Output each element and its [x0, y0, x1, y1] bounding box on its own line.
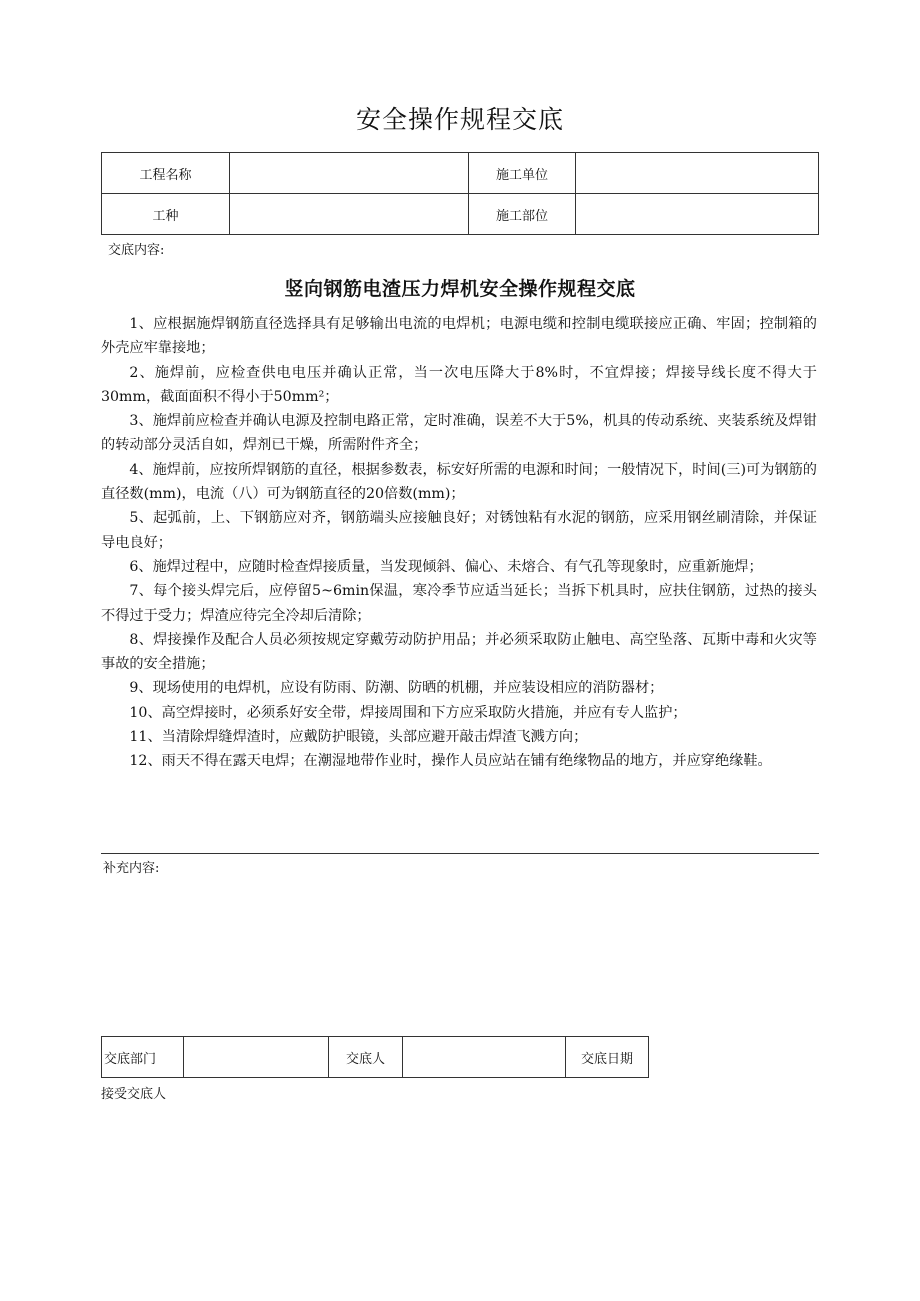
receiver-label: 接受交底人 [101, 1087, 167, 1102]
paragraph-item: 6、施焊过程中，应随时检查焊接质量，当发现倾斜、偏心、未熔合、有气孔等现象时，应重新施焊； [129, 558, 763, 575]
construction-unit-label: 施工单位 [469, 153, 576, 194]
sign-off-table [101, 1036, 649, 1078]
paragraph-item: 4、施焊前，应按所焊钢筋的直径，根据参数表，标安好所需的电源和时间；一般情况下，时间(三)可为钢筋的直径数(mm)，电流（八）可为钢筋直径的20倍数(mm)； [101, 461, 817, 503]
work-type-label: 工种 [102, 194, 230, 235]
project-name-value [230, 153, 469, 194]
paragraph-item: 3、施焊前应检查并确认电源及控制电路正常，定时准确，误差不大于5%，机具的传动系统、夹装系统及焊钳的转动部分灵活自如，焊剂已干燥，所需附件齐全； [101, 413, 817, 454]
paragraph-item: 12、雨天不得在露天电焊；在潮湿地带作业时，操作人员应站在铺有绝缘物品的地方，并应穿绝缘鞋。 [129, 753, 772, 770]
person-label: 交底人 [329, 1037, 403, 1078]
section-divider [101, 853, 819, 854]
table-row [102, 194, 819, 235]
department-value [184, 1037, 329, 1078]
section-title: 竖向钢筋电渣压力焊机安全操作规程交底 [284, 278, 636, 300]
paragraph-item: 1、应根据施焊钢筋直径选择具有足够输出电流的电焊机；电源电缆和控制电缆联接应正确、牢固；控制箱的外壳应牢靠接地； [101, 316, 817, 357]
paragraph-item: 5、起弧前，上、下钢筋应对齐，钢筋端头应接触良好；对锈蚀粘有水泥的钢筋，应采用钢丝刷清除，并保证导电良好； [101, 510, 817, 551]
paragraph-item: 7、每个接头焊完后，应停留5~6min保温，寒冷季节应适当延长；当拆下机具时，应扶住钢筋，过热的接头不得过于受力；焊渣应待完全冷却后清除； [101, 583, 817, 624]
paragraph-item: 9、现场使用的电焊机，应设有防雨、防潮、防晒的机棚，并应装设相应的消防器材； [129, 680, 664, 697]
work-type-value [230, 194, 469, 235]
paragraph-item: 10、高空焊接时，必须系好安全带，焊接周围和下方应采取防火措施，并应有专人监护； [129, 704, 687, 721]
paragraph-item: 8、焊接操作及配合人员必须按规定穿戴劳动防护用品；并必须采取防止触电、高空坠落、瓦斯中毒和火灾等事故的安全措施； [101, 631, 817, 673]
table-row [102, 1037, 649, 1078]
project-name-label: 工程名称 [102, 153, 230, 194]
paragraph-item: 2、施焊前，应检查供电电压并确认正常，当一次电压降大于8%时，不宜焊接；焊接导线长度不得大于30mm，截面面积不得小于50mm²； [101, 364, 817, 405]
paragraph-list [101, 312, 817, 774]
disclosure-content-label: 交底内容: [108, 243, 165, 258]
person-value [403, 1037, 566, 1078]
department-label: 交底部门 [102, 1037, 184, 1078]
construction-part-label: 施工部位 [469, 194, 576, 235]
project-info-table [101, 152, 819, 235]
construction-unit-value [576, 153, 819, 194]
date-label: 交底日期 [566, 1037, 649, 1078]
table-row [102, 153, 819, 194]
supplement-label: 补充内容: [103, 861, 160, 876]
construction-part-value [576, 194, 819, 235]
paragraph-item: 11、当清除焊缝焊渣时，应戴防护眼镜，头部应避开敲击焊渣飞溅方向； [129, 729, 588, 746]
document-title: 安全操作规程交底 [355, 105, 564, 134]
